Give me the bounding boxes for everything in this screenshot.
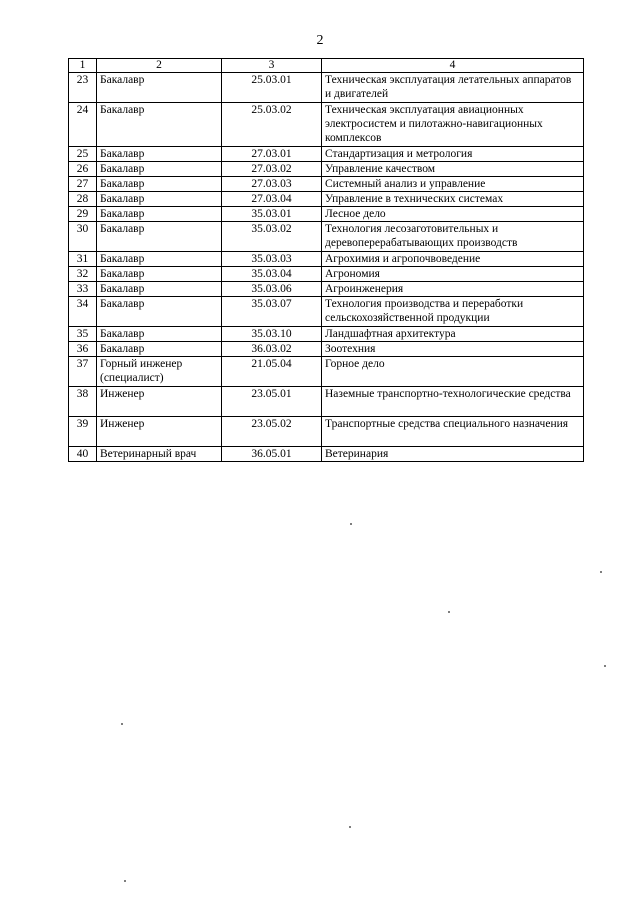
code-cell: 35.03.04: [222, 267, 322, 282]
specialty-name-cell: Системный анализ и управление: [322, 177, 584, 192]
table-row: [69, 252, 584, 267]
code-cell: 36.03.02: [222, 342, 322, 357]
table-row: [69, 73, 584, 103]
table-header-row: [69, 59, 584, 73]
degree-cell: Бакалавр: [97, 222, 222, 252]
row-number: 30: [69, 222, 97, 252]
row-number: 35: [69, 327, 97, 342]
code-cell: 27.03.02: [222, 162, 322, 177]
degree-cell: Бакалавр: [97, 147, 222, 162]
row-number: 29: [69, 207, 97, 222]
row-number: 39: [69, 417, 97, 447]
degree-cell: Бакалавр: [97, 342, 222, 357]
code-cell: 21.05.04: [222, 357, 322, 387]
code-cell: 35.03.07: [222, 297, 322, 327]
row-number: 24: [69, 103, 97, 147]
scan-speck: [350, 523, 352, 525]
code-cell: 36.05.01: [222, 447, 322, 462]
code-cell: 35.03.06: [222, 282, 322, 297]
specialty-name-cell: Техническая эксплуатация летательных аппаратов и двигателей: [322, 73, 584, 103]
row-number: 38: [69, 387, 97, 417]
code-cell: 23.05.02: [222, 417, 322, 447]
table-row: [69, 222, 584, 252]
specialty-name-cell: Управление в технических системах: [322, 192, 584, 207]
table-row: [69, 387, 584, 417]
header-col-2: 2: [97, 59, 222, 73]
degree-cell: Бакалавр: [97, 192, 222, 207]
table-row: [69, 162, 584, 177]
code-cell: 27.03.04: [222, 192, 322, 207]
table-row: [69, 342, 584, 357]
code-cell: 25.03.01: [222, 73, 322, 103]
code-cell: 35.03.02: [222, 222, 322, 252]
page-number: 2: [316, 33, 324, 48]
header-col-4: 4: [322, 59, 584, 73]
row-number: 36: [69, 342, 97, 357]
row-number: 27: [69, 177, 97, 192]
code-cell: 25.03.02: [222, 103, 322, 147]
specialty-name-cell: Лесное дело: [322, 207, 584, 222]
code-cell: 35.03.10: [222, 327, 322, 342]
degree-cell: Бакалавр: [97, 103, 222, 147]
specialty-name-cell: Транспортные средства специального назначения: [322, 417, 584, 447]
row-number: 28: [69, 192, 97, 207]
row-number: 37: [69, 357, 97, 387]
row-number: 34: [69, 297, 97, 327]
scan-speck: [604, 665, 606, 667]
table-row: [69, 207, 584, 222]
degree-cell: Инженер: [97, 417, 222, 447]
table-row: [69, 357, 584, 387]
degree-cell: Бакалавр: [97, 267, 222, 282]
specialty-name-cell: Зоотехния: [322, 342, 584, 357]
specialty-name-cell: Технология производства и переработки сельскохозяйственной продукции: [322, 297, 584, 327]
table-row: [69, 147, 584, 162]
specialty-name-cell: Управление качеством: [322, 162, 584, 177]
table-row: [69, 297, 584, 327]
degree-cell: Ветеринарный врач: [97, 447, 222, 462]
specialties-table: [68, 58, 584, 462]
scan-speck: [121, 723, 123, 725]
specialty-name-cell: Агрохимия и агропочвоведение: [322, 252, 584, 267]
degree-cell: Бакалавр: [97, 252, 222, 267]
specialty-name-cell: Стандартизация и метрология: [322, 147, 584, 162]
degree-cell: Бакалавр: [97, 297, 222, 327]
code-cell: 27.03.01: [222, 147, 322, 162]
specialty-name-cell: Техническая эксплуатация авиационных электросистем и пилотажно-навигационных комплексов: [322, 103, 584, 147]
header-col-3: 3: [222, 59, 322, 73]
code-cell: 35.03.01: [222, 207, 322, 222]
degree-cell: Горный инженер (специалист): [97, 357, 222, 387]
scan-speck: [448, 611, 450, 613]
code-cell: 23.05.01: [222, 387, 322, 417]
scan-speck: [124, 880, 126, 882]
degree-cell: Бакалавр: [97, 162, 222, 177]
table-row: [69, 177, 584, 192]
table-row: [69, 417, 584, 447]
table-row: [69, 327, 584, 342]
row-number: 40: [69, 447, 97, 462]
degree-cell: Бакалавр: [97, 73, 222, 103]
degree-cell: Инженер: [97, 387, 222, 417]
scan-speck: [600, 571, 602, 573]
specialty-name-cell: Горное дело: [322, 357, 584, 387]
row-number: 33: [69, 282, 97, 297]
row-number: 26: [69, 162, 97, 177]
table-row: [69, 103, 584, 147]
table-body: [69, 73, 584, 462]
row-number: 23: [69, 73, 97, 103]
table-row: [69, 447, 584, 462]
row-number: 25: [69, 147, 97, 162]
specialty-name-cell: Технология лесозаготовительных и деревоперерабатывающих производств: [322, 222, 584, 252]
degree-cell: Бакалавр: [97, 177, 222, 192]
specialty-name-cell: Агрономия: [322, 267, 584, 282]
header-col-1: 1: [69, 59, 97, 73]
code-cell: 27.03.03: [222, 177, 322, 192]
specialty-name-cell: Агроинженерия: [322, 282, 584, 297]
specialty-name-cell: Ландшафтная архитектура: [322, 327, 584, 342]
row-number: 32: [69, 267, 97, 282]
table-row: [69, 192, 584, 207]
degree-cell: Бакалавр: [97, 327, 222, 342]
degree-cell: Бакалавр: [97, 207, 222, 222]
specialty-name-cell: Ветеринария: [322, 447, 584, 462]
code-cell: 35.03.03: [222, 252, 322, 267]
degree-cell: Бакалавр: [97, 282, 222, 297]
table-row: [69, 282, 584, 297]
row-number: 31: [69, 252, 97, 267]
table-row: [69, 267, 584, 282]
specialty-name-cell: Наземные транспортно-технологические средства: [322, 387, 584, 417]
scan-speck: [349, 826, 351, 828]
